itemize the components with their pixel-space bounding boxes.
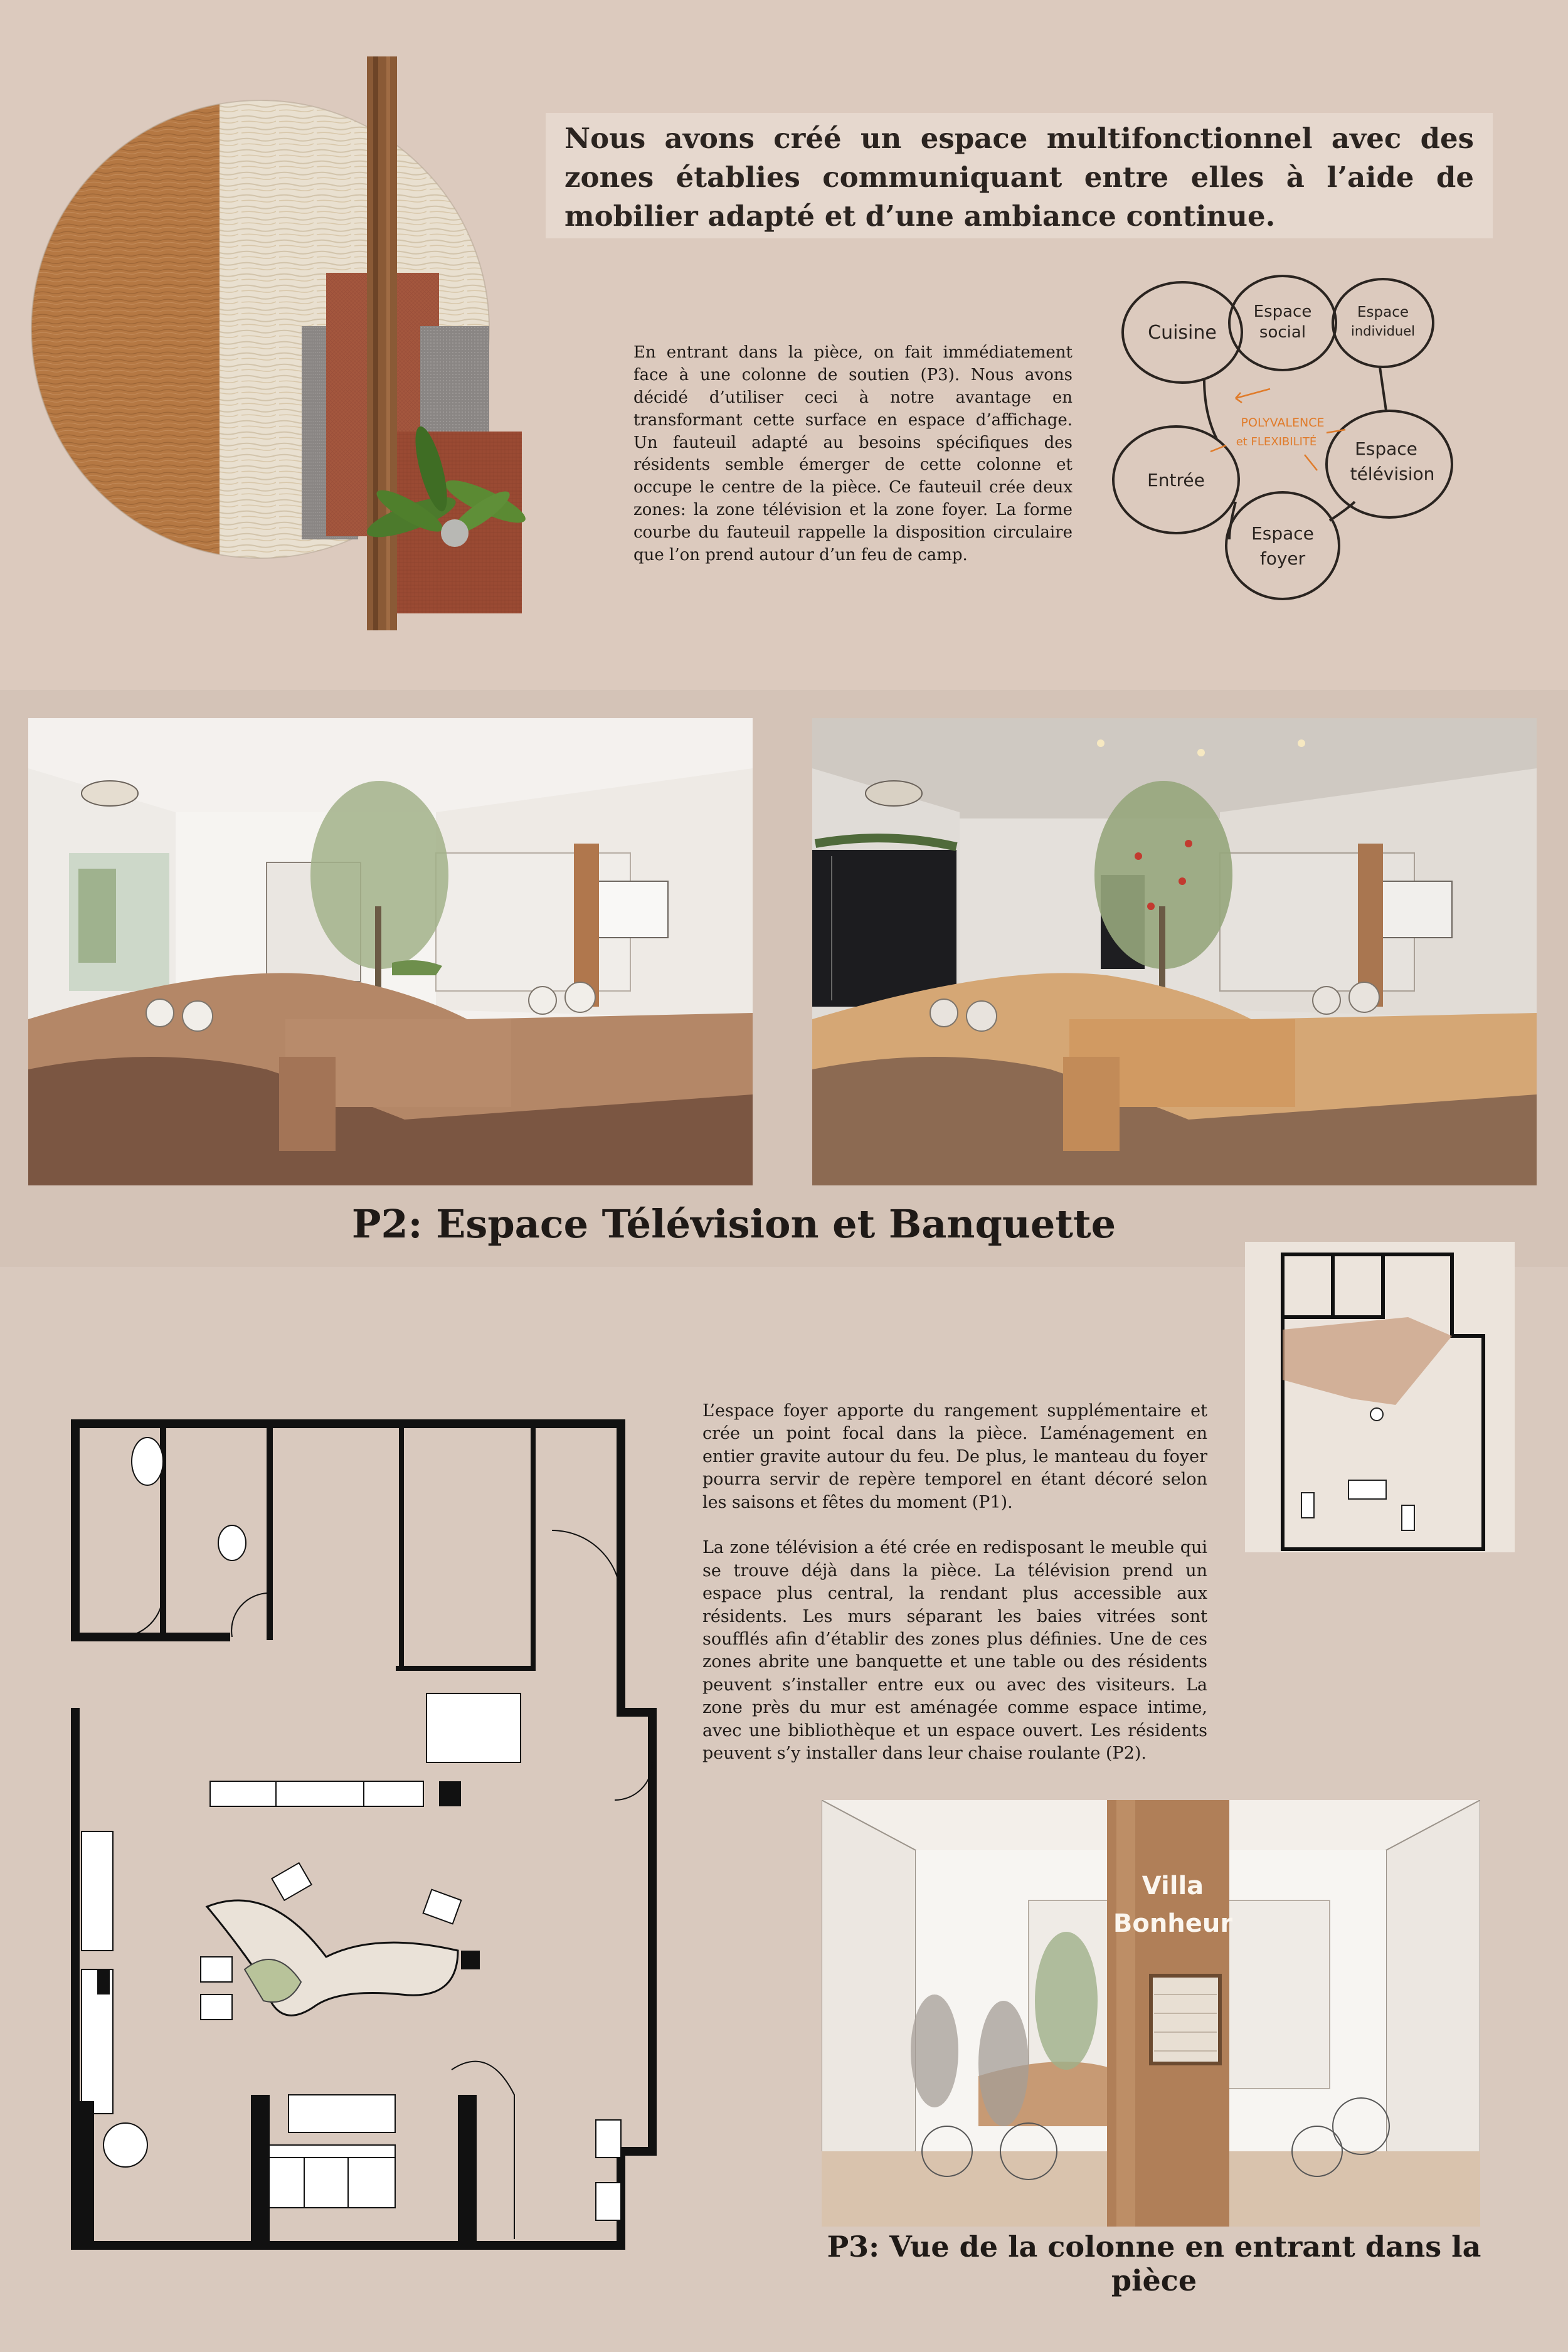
intro-text: Nous avons créé un espace multifonctionnel avec des zones établies communiquant entre elles à l’aide de mobilier adapté et d’une ambiance continue. (564, 122, 1474, 233)
foyer-paragraph: L’espace foyer apporte du rangement supplémentaire et crée un point focal dans la pièce. L’aménagement en entier gravite autour du feu. De plus, le manteau du foyer pourra servir de repère temporel en étant décoré selon les saisons et fêtes du moment (P1). (702, 1401, 1207, 1512)
description-text (702, 1400, 1207, 1788)
mini-floor-plan (1245, 1242, 1515, 1552)
caption-p2: P2: Espace Télévision et Banquette (351, 1201, 1116, 1247)
render-tv-evening (812, 718, 1537, 1185)
svg-text:Entrée: Entrée (1147, 470, 1205, 490)
bubble-label-cuisine: Cuisine (1148, 322, 1217, 344)
bubble-individuel (1333, 279, 1433, 367)
svg-text:Espace: Espace (1251, 523, 1314, 544)
entry-paragraph: En entrant dans la pièce, on fait immédiatement face à une colonne de soutien (P3). Nous avons décidé d’utiliser ceci à notre avantage en transformant cette surface en espace d’affichage. Un fauteuil adapté au besoins spécifiques des résidents semble émerger de cette colonne et occupe le centre de la pièce. Ce fauteuil crée deux zones: la zone télévision et la zone foyer. La forme courbe du fauteuil rappelle la disposition circulaire que l’on prend autour d’un feu de camp. (633, 343, 1073, 564)
sign-villa: Villa (1142, 1872, 1204, 1900)
render-tv-day (28, 718, 753, 1185)
tv-paragraph: La zone télévision a été crée en redisposant le meuble qui se trouve déjà dans la pièce. La télévision prend un espace plus central, la rendant plus accessible aux résidents. Les murs séparant les baies vitrées sont soufflés afin d’établir des zones plus définies. Une de ces zones abrite une banquette et une table ou des résidents peuvent s’installer entre eux ou avec des visiteurs. La zone près du mur est aménagée comme espace intime, avec une bibliothèque et un espace ouvert. Les résidents peuvent s’y installer dans leur chaise roulante (P2). (702, 1538, 1207, 1764)
polyvalence-label: POLYVALENCE (1241, 416, 1325, 430)
svg-text:social: social (1259, 323, 1306, 342)
svg-text:télévision: télévision (1350, 464, 1435, 484)
caption-p3: P3: Vue de la colonne en entrant dans la pièce (827, 2230, 1481, 2297)
floor-plan (50, 1405, 709, 2264)
bubble-foyer (1226, 492, 1339, 599)
flexibilite-label: et FLEXIBILITÉ (1236, 435, 1317, 448)
intro-box (546, 113, 1493, 238)
svg-text:Espace: Espace (1357, 304, 1409, 320)
svg-text:Espace: Espace (1253, 302, 1312, 321)
svg-text:foyer: foyer (1259, 548, 1306, 569)
bubble-diagram (1110, 263, 1537, 640)
sign-bonheur: Bonheur (1113, 1909, 1233, 1938)
svg-text:individuel: individuel (1351, 324, 1415, 339)
svg-text:Espace: Espace (1355, 438, 1417, 459)
material-moodboard (13, 56, 577, 652)
render-column-entry (822, 1800, 1480, 2227)
